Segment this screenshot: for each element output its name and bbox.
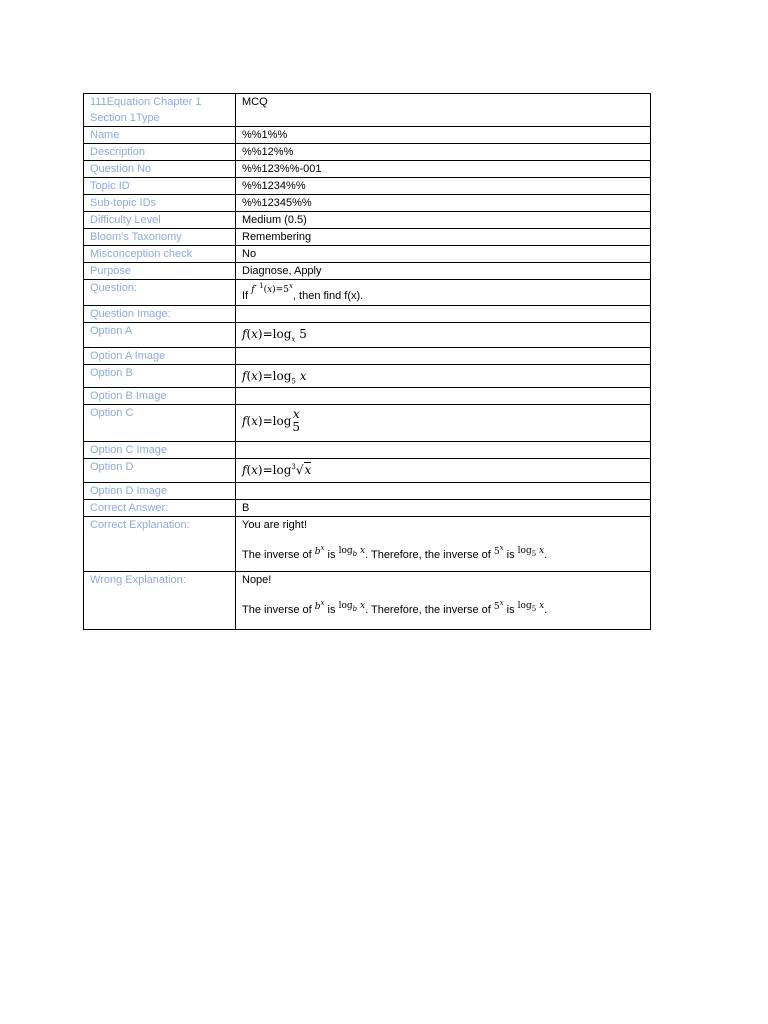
option-a-value[interactable]	[236, 323, 651, 348]
table-row	[84, 94, 651, 127]
field-label: Question:	[84, 280, 236, 306]
field-value[interactable]	[236, 388, 651, 405]
field-label: Topic ID	[84, 178, 236, 195]
table-row	[84, 263, 651, 280]
table-row	[84, 442, 651, 459]
wrong-explanation-value[interactable]	[236, 572, 651, 630]
wrong-explanation-line2: The inverse of $^{b^x}$ is $^{log_b x}$. Therefore, the inverse of $^{5^x}$ is $^{log_5 x}$.	[242, 599, 548, 616]
correct-explanation-line2: The inverse of $^{b^x}$ is $^{log_b x}$. Therefore, the inverse of $^{5^x}$ is $^{log_5 x}$.	[242, 544, 548, 561]
question-value[interactable]	[236, 280, 651, 306]
field-label: Correct Answer:	[84, 500, 236, 517]
field-value[interactable]: %%1234%%	[236, 178, 651, 195]
table-row	[84, 365, 651, 388]
header-value-cell[interactable]: MCQ	[236, 94, 651, 127]
table-row	[84, 572, 651, 630]
field-label: Option C	[84, 405, 236, 442]
option-a-formula: $f(x)=\log_x$ 5	[242, 327, 307, 344]
field-value[interactable]: Remembering	[236, 229, 651, 246]
field-label: Option A	[84, 323, 236, 348]
field-value[interactable]	[236, 306, 651, 323]
question-table	[83, 93, 651, 630]
table-row	[84, 212, 651, 229]
question-template-sheet	[83, 93, 650, 630]
field-value[interactable]: %%12%%	[236, 144, 651, 161]
question-text	[242, 280, 644, 305]
field-label: Misconception check	[84, 246, 236, 263]
table-row	[84, 246, 651, 263]
option-c-value[interactable]	[236, 405, 651, 442]
table-row	[84, 127, 651, 144]
field-label: Sub-topic IDs	[84, 195, 236, 212]
field-label: Description	[84, 144, 236, 161]
table-row	[84, 517, 651, 572]
question-suffix: , then find f(x).	[292, 290, 364, 302]
table-row	[84, 348, 651, 365]
table-row	[84, 323, 651, 348]
field-label: Question No	[84, 161, 236, 178]
field-label: Option D	[84, 459, 236, 483]
option-d-formula: $f(x)=\log^3√x$	[242, 463, 312, 477]
field-value[interactable]: %%12345%%	[236, 195, 651, 212]
option-b-formula: $f(x)=\log_5$ x	[242, 369, 307, 386]
question-formula: f- 1(x)=5x	[251, 282, 293, 295]
table-row	[84, 280, 651, 306]
table-row	[84, 500, 651, 517]
option-c-fraction: x 5	[292, 407, 301, 434]
field-value[interactable]: B	[236, 500, 651, 517]
table-row	[84, 178, 651, 195]
table-row	[84, 459, 651, 483]
option-c-formula: f ( x ) = log x 5	[242, 407, 301, 434]
option-b-value[interactable]	[236, 365, 651, 388]
table-row	[84, 388, 651, 405]
field-label: Bloom's Taxonomy	[84, 229, 236, 246]
field-label: Option C Image	[84, 442, 236, 459]
table-row	[84, 483, 651, 500]
header-key-cell	[84, 94, 236, 127]
wrong-explanation-line1: Nope!	[242, 574, 272, 586]
field-label: Name	[84, 127, 236, 144]
field-label: Correct Explanation:	[84, 517, 236, 572]
field-value[interactable]: %%123%%-001	[236, 161, 651, 178]
field-value[interactable]: Medium (0.5)	[236, 212, 651, 229]
field-label: Option A Image	[84, 348, 236, 365]
field-label: Option B	[84, 365, 236, 388]
field-value[interactable]: No	[236, 246, 651, 263]
field-label: Difficulty Level	[84, 212, 236, 229]
question-prefix: If	[242, 290, 249, 302]
header-key-type: Type	[135, 112, 160, 124]
table-row	[84, 306, 651, 323]
correct-explanation-line1: You are right!	[242, 519, 308, 531]
field-value[interactable]	[236, 348, 651, 365]
field-label: Purpose	[84, 263, 236, 280]
field-value[interactable]: %%1%%	[236, 127, 651, 144]
table-row	[84, 144, 651, 161]
field-value[interactable]	[236, 483, 651, 500]
field-label: Question Image:	[84, 306, 236, 323]
field-label: Option B Image	[84, 388, 236, 405]
field-label: Wrong Explanation:	[84, 572, 236, 630]
field-value[interactable]: Diagnose, Apply	[236, 263, 651, 280]
option-d-value[interactable]	[236, 459, 651, 483]
field-label: Option D Image	[84, 483, 236, 500]
field-value[interactable]	[236, 442, 651, 459]
table-row	[84, 405, 651, 442]
correct-explanation-value[interactable]	[236, 517, 651, 572]
header-key-prefix: 111Equation Chapter 1 Section 1	[90, 96, 202, 124]
table-row	[84, 229, 651, 246]
table-row	[84, 161, 651, 178]
table-row	[84, 195, 651, 212]
